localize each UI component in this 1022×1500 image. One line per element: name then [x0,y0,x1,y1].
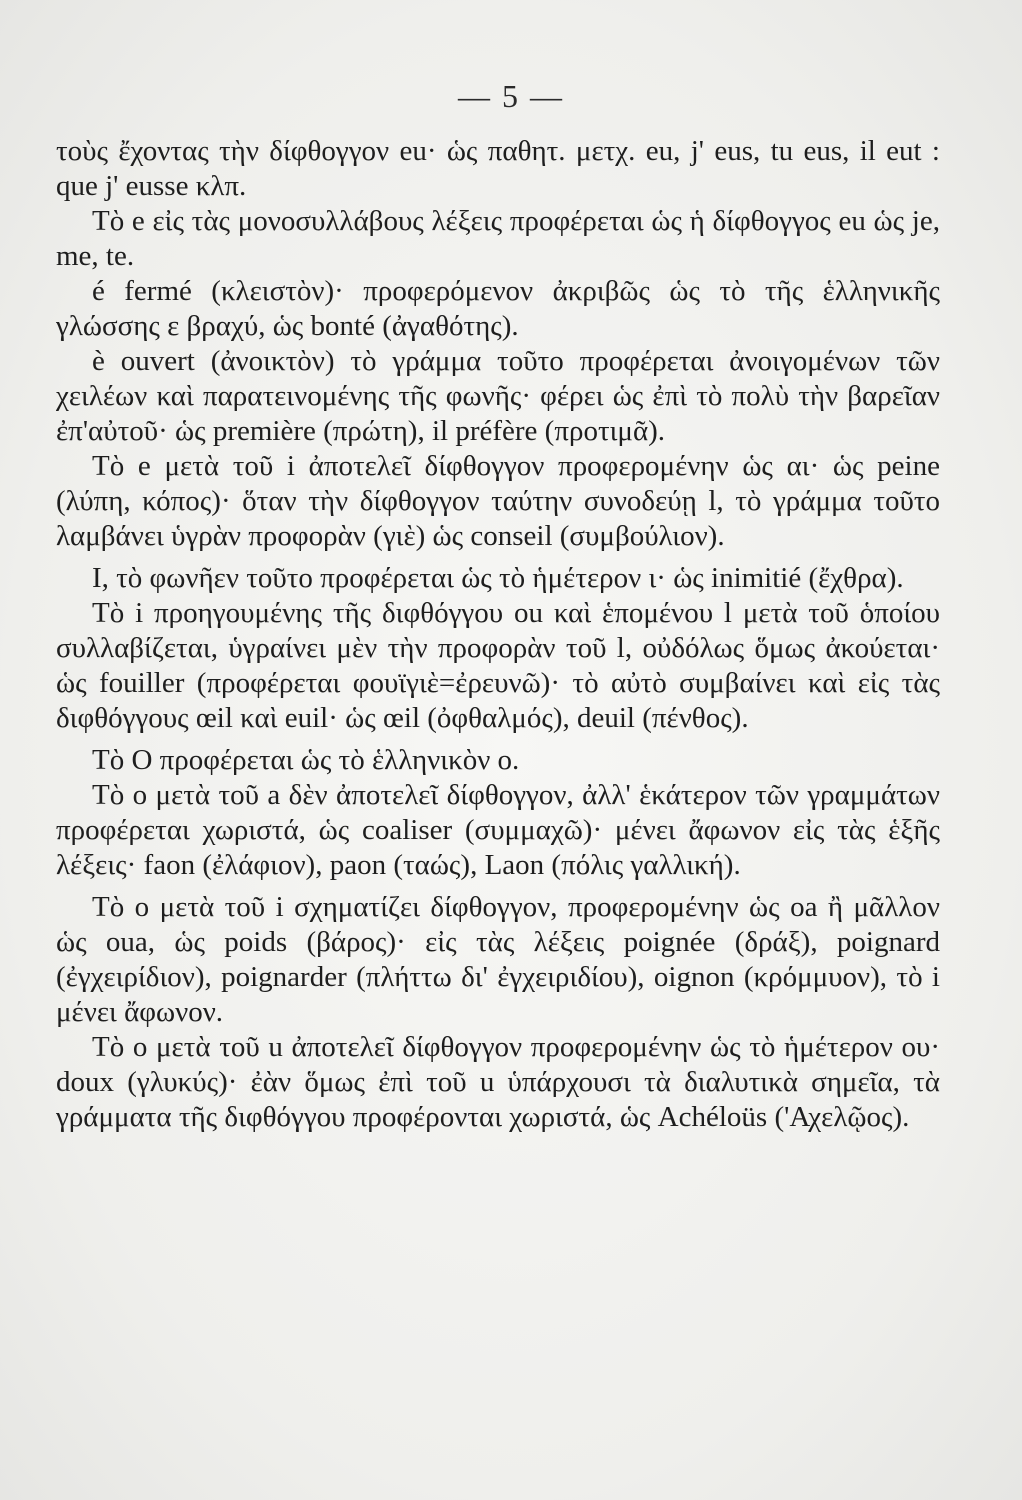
body-text [56,134,940,1135]
paragraph-ei-diphthong: Τὸ e μετὰ τοῦ i ἀποτελεῖ δίφθογγον προφερομένην ὡς αι· ὡς peine (λύπη, κόπος)· ὅταν τὴν δίφθογγον ταύτην συνοδεύῃ l, τὸ γράμμα τοῦτο λαμβάνει ὑγρὰν προφορὰν (γιὲ) ὡς conseil (συμβούλιον). [56,450,940,552]
paragraph-e-monosyllables: Τὸ e εἰς τὰς μονοσυλλάβους λέξεις προφέρεται ὡς ἡ δίφθογγος eu ὡς je, me, te. [56,205,940,272]
paragraph-e-ferme: é fermé (κλειστὸν)· προφερόμενον ἀκριβῶς ὡς τὸ τῆς ἑλληνικῆς γλώσσης ε βραχύ, ὡς bonté (ἀγαθότης). [56,275,940,342]
paragraph-e-ouvert: è ouvert (ἀνοικτὸν) τὸ γράμμα τοῦτο προφέρεται ἀνοιγομένων τῶν χειλέων καὶ παρατεινομένης τῆς φωνῆς· φέρει ὡς ἐπὶ τὸ πολὺ τὴν βαρεῖαν ἐπ'αὐτοῦ· ὡς première (πρώτη), il préfère (προτιμᾶ). [56,345,940,447]
paragraph-oa: Τὸ o μετὰ τοῦ a δὲν ἀποτελεῖ δίφθογγον, ἀλλ' ἑκάτερον τῶν γραμμάτων προφέρεται χωριστά, ὡς coaliser (συμμαχῶ)· μένει ἄφωνον εἰς τὰς ἑξῆς λέξεις· faon (ἐλάφιον), paon (ταώς), Laon (πόλις γαλλική). [56,779,940,881]
paragraph-i-vowel: I, τὸ φωνῆεν τοῦτο προφέρεται ὡς τὸ ἡμέτερον ι· ὡς inimitié (ἔχθρα). [92,562,904,594]
paragraph-ou: Τὸ o μετὰ τοῦ u ἀποτελεῖ δίφθογγον προφερομένην ὡς τὸ ἡμέτερον ου· doux (γλυκύς)· ἐὰν ὅμως ἐπὶ τοῦ u ὑπάρχουσι τὰ διαλυτικὰ σημεῖα, τὰ γράμματα τῆς διφθόγγου προφέρονται χωριστά, ὡς Achéloüs ('Αχελῷος). [56,1031,940,1133]
paragraph-o-vowel: Τὸ O προφέρεται ὡς τὸ ἑλληνικὸν ο. [92,744,520,776]
paragraph-oi: Τὸ o μετὰ τοῦ i σχηματίζει δίφθογγον, προφερομένην ὡς oa ἢ μᾶλλον ὡς oua, ὡς poids (βάρος)· εἰς τὰς λέξεις poignée (δράξ), poignard (ἐγχειρίδιον), poignarder (πλήττω δι' ἐγχειριδίου), oignon (κρόμμυον), τὸ i μένει ἄφωνον. [56,891,940,1028]
paragraph-continuation: τοὺς ἔχοντας τὴν δίφθογγον eu· ὡς παθητ. μετχ. eu, j' eus, tu eus, il eut : que j' eusse κλπ. [56,135,940,202]
paragraph-ouil: Τὸ i προηγουμένης τῆς διφθόγγου ou καὶ ἑπομένου l μετὰ τοῦ ὁποίου συλλαβίζεται, ὑγραίνει μὲν τὴν προφορὰν τοῦ l, οὐδόλως ὅμως ἀκούεται· ὡς fouiller (προφέρεται φουϊγιὲ=ἐρευνῶ)· τὸ αὐτὸ συμβαίνει καὶ εἰς τὰς διφθόγγους œil καὶ euil· ὡς œil (ὀφθαλμός), deuil (πένθος). [56,597,940,734]
page-number: — 5 — [458,78,564,114]
